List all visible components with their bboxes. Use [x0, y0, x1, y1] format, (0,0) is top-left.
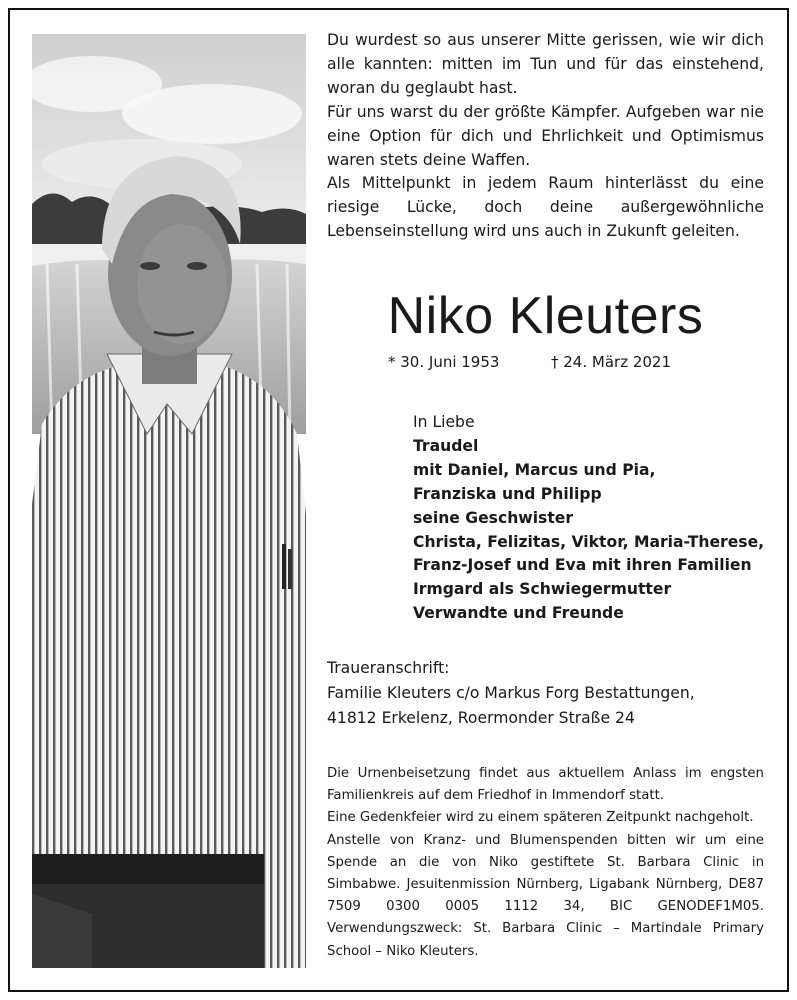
- family-line: Christa, Felizitas, Viktor, Maria-Therese,: [413, 532, 765, 551]
- notes-paragraph: Die Urnenbeisetzung findet aus aktuellem Anlass im engsten Familienkreis auf dem Friedhof in Immendorf statt.: [327, 766, 764, 804]
- address-label: Traueranschrift:: [327, 659, 450, 677]
- portrait-image: [32, 34, 306, 968]
- family-lead: In Liebe: [413, 413, 475, 431]
- family-line: Franziska und Philipp: [413, 484, 602, 503]
- portrait-photo: [32, 34, 306, 968]
- mourning-address: [327, 656, 764, 731]
- notes-paragraph: Eine Gedenkfeier wird zu einem späteren Zeitpunkt nachgeholt.: [327, 810, 754, 826]
- death-date: † 24. März 2021: [551, 353, 672, 371]
- family-line: Traudel: [413, 436, 479, 455]
- intro-paragraph: Als Mittelpunkt in jedem Raum hinterlässt du eine riesige Lücke, doch deine außergewöhnliche Lebenseinstellung wird uns auch in Zukunft geleiten.: [327, 174, 764, 241]
- intro-paragraph: Für uns warst du der größte Kämpfer. Aufgeben war nie eine Option für dich und Ehrlichkeit und Optimismus waren stets deine Waffen.: [327, 102, 764, 169]
- family-line: Irmgard als Schwiegermutter: [413, 580, 672, 599]
- birth-date: * 30. Juni 1953: [388, 353, 500, 371]
- funeral-notes: [327, 763, 764, 963]
- intro-text: [327, 29, 764, 244]
- intro-paragraph: Du wurdest so aus unserer Mitte gerissen, wie wir dich alle kannten: mitten im Tun und für das einstehend, woran du geglaubt hast.: [327, 31, 764, 97]
- address-line: Familie Kleuters c/o Markus Forg Bestattungen,: [327, 684, 695, 702]
- family-line: Franz-Josef und Eva mit ihren Familien: [413, 556, 752, 575]
- family-list: [413, 411, 773, 626]
- notes-paragraph: Anstelle von Kranz- und Blumenspenden bitten wir um eine Spende an die von Niko gestiftete St. Barbara Clinic in Simbabwe. Jesuitenmission Nürnberg, Ligabank Nürnberg, DE87 7509 0300 0005 1112 34, BIC GENODEF1M05. Verwendungszweck: St. Barbara Clinic – Martindale Primary School – Niko Kleuters.: [327, 832, 764, 959]
- deceased-name: Niko Kleuters: [387, 287, 704, 345]
- family-line: mit Daniel, Marcus und Pia,: [413, 460, 656, 479]
- family-line: Verwandte und Freunde: [413, 604, 624, 623]
- family-line: seine Geschwister: [413, 508, 574, 527]
- address-line: 41812 Erkelenz, Roermonder Straße 24: [327, 709, 635, 727]
